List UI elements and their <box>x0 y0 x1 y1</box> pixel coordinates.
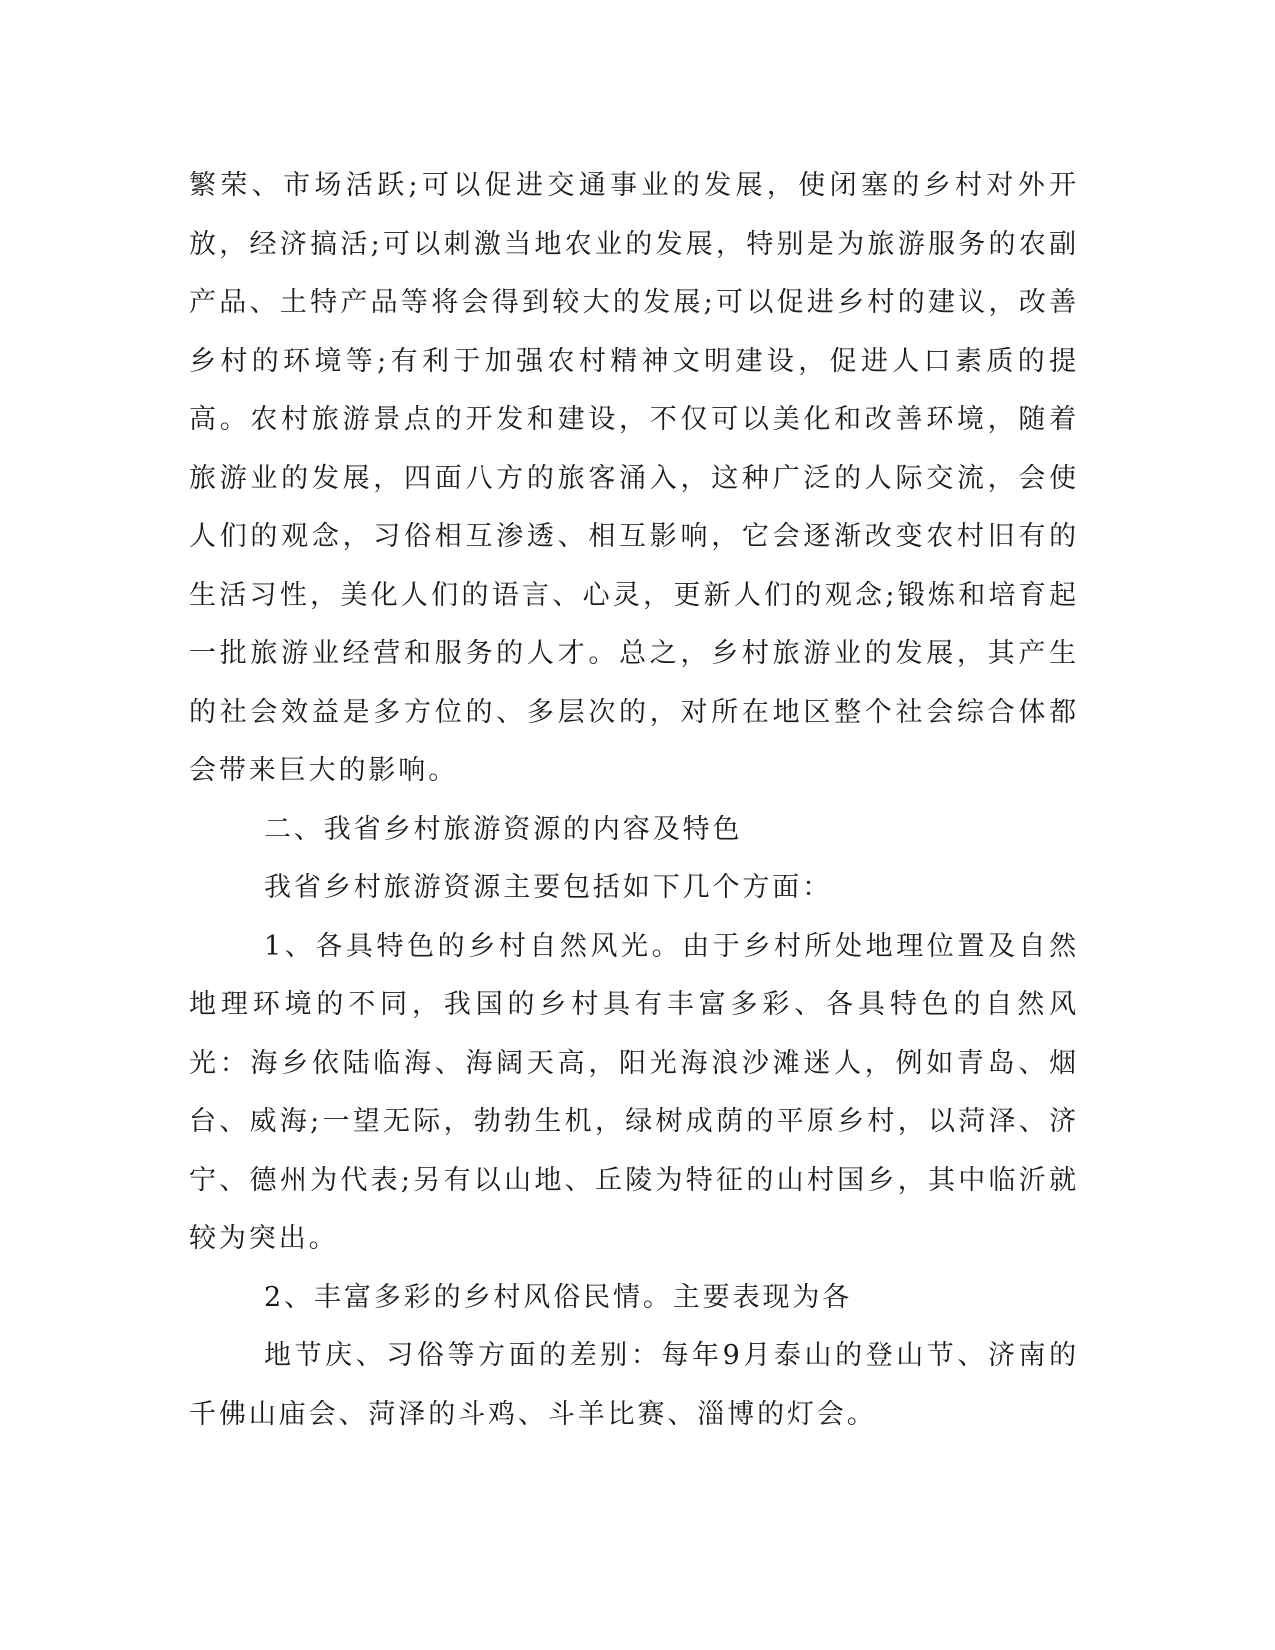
section-heading-rural-tourism-resources: 二、我省乡村旅游资源的内容及特色 <box>264 813 743 845</box>
paragraph-festivals: 地节庆、习俗等方面的差别：每年9月泰山的登山节、济南的千佛山庙会、菏泽的斗鸡、斗羊比赛、淄博的灯会。 <box>189 1340 1079 1430</box>
paragraph-natural-scenery: 1、各具特色的乡村自然风光。由于乡村所处地理位置及自然地理环境的不同，我国的乡村具有丰富多彩、各具特色的自然风光：海乡依陆临海、海阔天高，阳光海浪沙滩迷人，例如青岛、烟台、威海;一望无际，勃勃生机，绿树成荫的平原乡村，以菏泽、济宁、德州为代表;另有以山地、丘陵为特征的山村国乡，其中临沂就较为突出。 <box>189 930 1079 1254</box>
paragraph-social-benefits: 繁荣、市场活跃;可以促进交通事业的发展，使闭塞的乡村对外开放，经济搞活;可以刺激当地农业的发展，特别是为旅游服务的农副产品、土特产品等将会得到较大的发展;可以促进乡村的建议，改善乡村的环境等;有利于加强农村精神文明建设，促进人口素质的提高。农村旅游景点的开发和建设，不仅可以美化和改善环境，随着旅游业的发展，四面八方的旅客涌入，这种广泛的人际交流，会使人们的观念，习俗相互渗透、相互影响，它会逐渐改变农村旧有的生活习性，美化人们的语言、心灵，更新人们的观念;锻炼和培育起一批旅游业经营和服务的人才。总之，乡村旅游业的发展，其产生的社会效益是多方位的、多层次的，对所在地区整个社会综合体都会带来巨大的影响。 <box>189 170 1079 786</box>
paragraph-folk-customs-lead: 2、丰富多彩的乡村风俗民情。主要表现为各 <box>264 1281 853 1313</box>
document-body <box>189 157 1079 1444</box>
paragraph-resources-intro: 我省乡村旅游资源主要包括如下几个方面： <box>264 872 833 903</box>
